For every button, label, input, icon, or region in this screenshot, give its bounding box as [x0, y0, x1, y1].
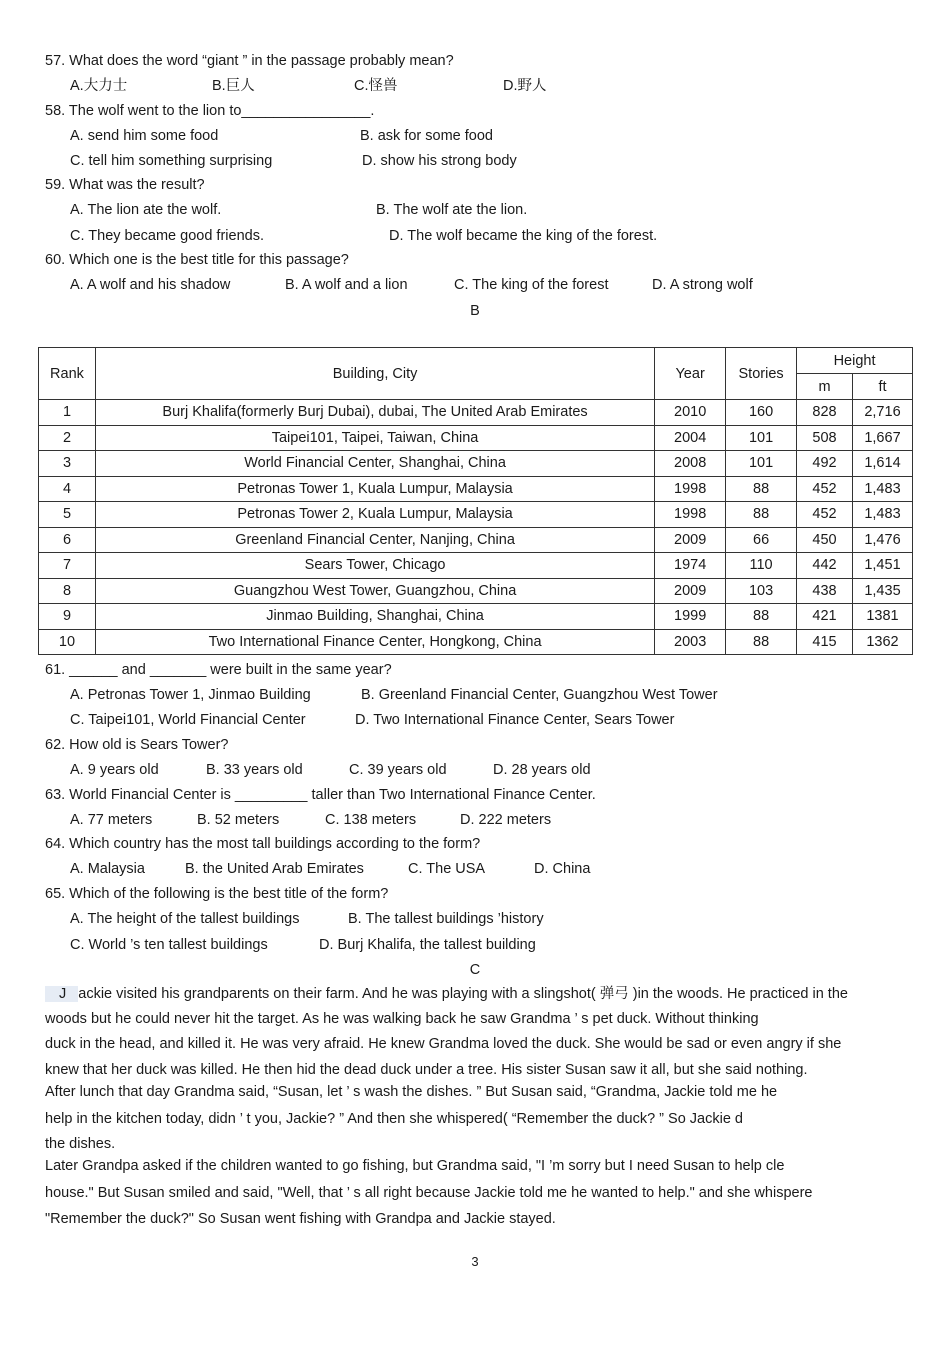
tallest-buildings-table — [38, 347, 913, 655]
cell-rank: 7 — [39, 553, 96, 579]
q60-option-d: D. A strong wolf — [652, 277, 753, 293]
passage-line: After lunch that day Grandma said, “Susan, let ’ s wash the dishes. ” But Susan said, “Grandma, Jackie told me he — [45, 1084, 778, 1100]
cell-m: 415 — [797, 629, 853, 655]
table-row — [39, 629, 913, 655]
cell-ft: 1,435 — [852, 578, 912, 604]
cell-m: 452 — [797, 502, 853, 528]
q59-option-a: A. The lion ate the wolf. — [70, 202, 222, 218]
passage-line: duck in the head, and killed it. He was very afraid. He knew Grandma loved the duck. She would be sad or even angry if she — [45, 1036, 842, 1052]
q64-option-c: C. The USA — [408, 861, 486, 877]
header-height: Height — [797, 348, 913, 374]
cell-m: 508 — [797, 425, 853, 451]
cell-rank: 10 — [39, 629, 96, 655]
cell-stories: 101 — [726, 425, 797, 451]
cell-rank: 3 — [39, 451, 96, 477]
cell-rank: 8 — [39, 578, 96, 604]
table-row — [39, 425, 913, 451]
cell-year: 2003 — [655, 629, 726, 655]
cell-stories: 88 — [726, 604, 797, 630]
cell-ft: 1,451 — [852, 553, 912, 579]
section-b-label: B — [470, 303, 480, 319]
header-year: Year — [655, 348, 726, 400]
cell-year: 1998 — [655, 476, 726, 502]
table-row — [39, 578, 913, 604]
q61-option-a: A. Petronas Tower 1, Jinmao Building — [70, 687, 311, 703]
cell-building: Taipei101, Taipei, Taiwan, China — [95, 425, 654, 451]
passage-line: the dishes. — [45, 1136, 116, 1152]
header-feet: ft — [852, 374, 912, 400]
header-meters: m — [797, 374, 853, 400]
q57-option-c: C.怪兽 — [354, 78, 398, 94]
q61-option-c: C. Taipei101, World Financial Center — [70, 712, 306, 728]
q60-option-a: A. A wolf and his shadow — [70, 277, 231, 293]
question-59: 59. What was the result? — [45, 177, 205, 193]
section-c-label: C — [469, 962, 481, 978]
cell-ft: 1,667 — [852, 425, 912, 451]
q57-option-a: A.大力士 — [70, 78, 128, 94]
question-57: 57. What does the word “giant ” in the passage probably mean? — [45, 53, 454, 69]
cell-rank: 5 — [39, 502, 96, 528]
cell-stories: 88 — [726, 502, 797, 528]
table-row — [39, 604, 913, 630]
q64-option-d: D. China — [534, 861, 591, 877]
cell-building: Burj Khalifa(formerly Burj Dubai), dubai, The United Arab Emirates — [95, 400, 654, 426]
q62-option-c: C. 39 years old — [349, 762, 447, 778]
cell-building: World Financial Center, Shanghai, China — [95, 451, 654, 477]
q63-option-a: A. 77 meters — [70, 812, 153, 828]
passage-text: ackie visited his grandparents on their farm. And he was playing with a slingshot( 弹弓 )in the woods. He practiced in the — [78, 986, 848, 1002]
q59-option-b: B. The wolf ate the lion. — [376, 202, 528, 218]
q57-option-d: D.野人 — [503, 78, 547, 94]
question-62: 62. How old is Sears Tower? — [45, 737, 229, 753]
cell-ft: 1362 — [852, 629, 912, 655]
cell-building: Greenland Financial Center, Nanjing, China — [95, 527, 654, 553]
cell-m: 452 — [797, 476, 853, 502]
q65-option-c: C. World ’s ten tallest buildings — [70, 937, 268, 953]
table-row — [39, 400, 913, 426]
cell-year: 2009 — [655, 527, 726, 553]
cell-ft: 1,483 — [852, 502, 912, 528]
passage-line: help in the kitchen today, didn ’ t you, Jackie? ” And then she whispered( “Remember the duck? ” So Jackie d — [45, 1111, 743, 1127]
cell-year: 2010 — [655, 400, 726, 426]
cell-building: Guangzhou West Tower, Guangzhou, China — [95, 578, 654, 604]
q63-option-d: D. 222 meters — [460, 812, 552, 828]
cell-stories: 66 — [726, 527, 797, 553]
cell-building: Petronas Tower 1, Kuala Lumpur, Malaysia — [95, 476, 654, 502]
cell-building: Sears Tower, Chicago — [95, 553, 654, 579]
passage-line: knew that her duck was killed. He then hid the dead duck under a tree. His sister Susan saw it all, but she said nothing. — [45, 1062, 808, 1078]
q61-option-b: B. Greenland Financial Center, Guangzhou West Tower — [361, 687, 718, 703]
cell-year: 1999 — [655, 604, 726, 630]
question-65: 65. Which of the following is the best title of the form? — [45, 886, 389, 902]
cell-rank: 2 — [39, 425, 96, 451]
q65-option-d: D. Burj Khalifa, the tallest building — [319, 937, 536, 953]
q62-option-a: A. 9 years old — [70, 762, 159, 778]
q63-option-b: B. 52 meters — [197, 812, 280, 828]
header-stories: Stories — [726, 348, 797, 400]
cell-m: 442 — [797, 553, 853, 579]
cell-stories: 88 — [726, 629, 797, 655]
cell-m: 828 — [797, 400, 853, 426]
cell-m: 421 — [797, 604, 853, 630]
cell-building: Petronas Tower 2, Kuala Lumpur, Malaysia — [95, 502, 654, 528]
table-row — [39, 502, 913, 528]
q63-option-c: C. 138 meters — [325, 812, 417, 828]
q62-option-d: D. 28 years old — [493, 762, 591, 778]
cell-stories: 160 — [726, 400, 797, 426]
q58-option-d: D. show his strong body — [362, 153, 517, 169]
passage-line: Later Grandpa asked if the children wanted to go fishing, but Grandma said, "I ’m sorry but I need Susan to help cle — [45, 1158, 785, 1174]
cell-ft: 2,716 — [852, 400, 912, 426]
q62-option-b: B. 33 years old — [206, 762, 303, 778]
passage-line — [45, 985, 950, 1003]
cell-year: 2004 — [655, 425, 726, 451]
q59-option-d: D. The wolf became the king of the forest. — [389, 228, 658, 244]
table-row — [39, 527, 913, 553]
q60-option-b: B. A wolf and a lion — [285, 277, 408, 293]
page-number: 3 — [471, 1254, 479, 1269]
cell-stories: 110 — [726, 553, 797, 579]
cell-year: 2009 — [655, 578, 726, 604]
q65-option-a: A. The height of the tallest buildings — [70, 911, 300, 927]
cell-building: Jinmao Building, Shanghai, China — [95, 604, 654, 630]
cell-year: 1998 — [655, 502, 726, 528]
cell-stories: 88 — [726, 476, 797, 502]
q61-option-d: D. Two International Finance Center, Sears Tower — [355, 712, 675, 728]
passage-line: woods but he could never hit the target. As he was walking back he saw Grandma ’ s pet duck. Without thinking — [45, 1011, 759, 1027]
cell-rank: 6 — [39, 527, 96, 553]
q60-option-c: C. The king of the forest — [454, 277, 609, 293]
table-row — [39, 451, 913, 477]
table-row — [39, 476, 913, 502]
drop-cap: J — [45, 986, 78, 1002]
cell-ft: 1,476 — [852, 527, 912, 553]
q65-option-b: B. The tallest buildings ’history — [348, 911, 544, 927]
cell-rank: 1 — [39, 400, 96, 426]
cell-year: 2008 — [655, 451, 726, 477]
cell-rank: 4 — [39, 476, 96, 502]
q59-option-c: C. They became good friends. — [70, 228, 264, 244]
cell-building: Two International Finance Center, Hongkong, China — [95, 629, 654, 655]
cell-m: 450 — [797, 527, 853, 553]
q58-option-b: B. ask for some food — [360, 128, 493, 144]
q64-option-b: B. the United Arab Emirates — [185, 861, 364, 877]
cell-ft: 1,483 — [852, 476, 912, 502]
q57-option-b: B.巨人 — [212, 78, 255, 94]
cell-stories: 103 — [726, 578, 797, 604]
question-58: 58. The wolf went to the lion to________________. — [45, 103, 375, 119]
cell-stories: 101 — [726, 451, 797, 477]
question-64: 64. Which country has the most tall buildings according to the form? — [45, 836, 481, 852]
cell-rank: 9 — [39, 604, 96, 630]
cell-ft: 1,614 — [852, 451, 912, 477]
q58-option-c: C. tell him something surprising — [70, 153, 273, 169]
header-rank: Rank — [39, 348, 96, 400]
cell-year: 1974 — [655, 553, 726, 579]
cell-ft: 1381 — [852, 604, 912, 630]
q58-option-a: A. send him some food — [70, 128, 219, 144]
header-building: Building, City — [95, 348, 654, 400]
q64-option-a: A. Malaysia — [70, 861, 145, 877]
passage-line: "Remember the duck?" So Susan went fishing with Grandpa and Jackie stayed. — [45, 1211, 556, 1227]
cell-m: 438 — [797, 578, 853, 604]
question-60: 60. Which one is the best title for this passage? — [45, 252, 349, 268]
question-61: 61. ______ and _______ were built in the same year? — [45, 662, 392, 678]
passage-line: house." But Susan smiled and said, "Well, that ’ s all right because Jackie told me he wanted to help." and she whispere — [45, 1185, 813, 1201]
table-row — [39, 553, 913, 579]
cell-m: 492 — [797, 451, 853, 477]
question-63: 63. World Financial Center is _________ taller than Two International Finance Center. — [45, 787, 596, 803]
table-header-row — [39, 348, 913, 374]
